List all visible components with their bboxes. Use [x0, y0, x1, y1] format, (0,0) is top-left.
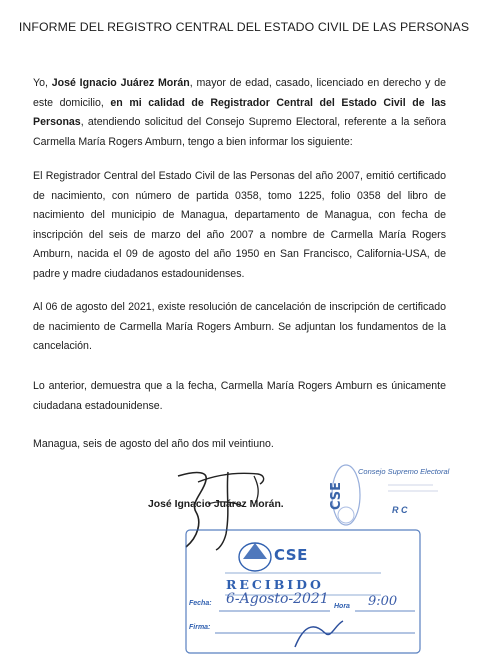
stamp-date-value: 6-Agosto-2021 [226, 591, 329, 607]
intro-text-a: Yo, [33, 77, 52, 89]
stamp-time-label: Hora [334, 603, 350, 610]
stamp-signature-label: Firma: [189, 624, 211, 631]
certificate-paragraph: El Registrador Central del Estado Civil de las Personas del año 2007, emitió certificado de nacimiento, con número de partida 0358, tomo 1225, folio 0358 del libro de nacimiento del municipio de Managua, departamento de Managua, con fecha de inscripción del seis de marzo del año 2007 a nombre de Carmella María Rogers Amburn, nacida el 09 de agosto del año 1950 en San Francisco, California-USA, de padre y madre ciudadanos estadounidenses. [33, 170, 446, 280]
conclusion-paragraph: Lo anterior, demuestra que a la fecha, Carmella María Rogers Amburn es únicamente ciudadana estadounidense. [33, 380, 446, 412]
signatory-name: José Ignacio Juárez Morán. [148, 499, 284, 510]
intro-text-b: , mayor de edad, casado, licenciado en derecho y de este domicilio, [33, 77, 446, 109]
stamp-org: CSE [274, 546, 308, 564]
seal-text: Consejo Supremo Electoral [358, 467, 450, 476]
stamp-time-value: 9:00 [368, 594, 398, 609]
place-date-line: Managua, seis de agosto del año dos mil veintiuno. [33, 438, 274, 450]
stamp-received: RECIBIDO [226, 577, 324, 592]
stamp-date-label: Fecha: [189, 600, 212, 607]
seal-initials: R C [392, 505, 408, 515]
document-title: INFORME DEL REGISTRO CENTRAL DEL ESTADO CIVIL DE LAS PERSONAS [18, 20, 470, 34]
cancellation-paragraph: Al 06 de agosto del 2021, existe resolución de cancelación de inscripción de certificado de nacimiento de Carmella María Rogers Amburn. Se adjuntan los fundamentos de la cancelación. [33, 301, 446, 352]
registrar-name: José Ignacio Juárez Morán [51, 77, 190, 89]
registrar-role: en mi calidad de Registrador Central del Estado Civil de las Personas [33, 96, 446, 128]
svg-text:CSE: CSE [329, 481, 344, 510]
intro-text-c: , atendiendo solicitud del Consejo Supremo Electoral, referente a la señora Carmella María Rogers Amburn, tengo a bien informar los siguiente: [33, 116, 446, 148]
intro-paragraph [33, 74, 446, 152]
